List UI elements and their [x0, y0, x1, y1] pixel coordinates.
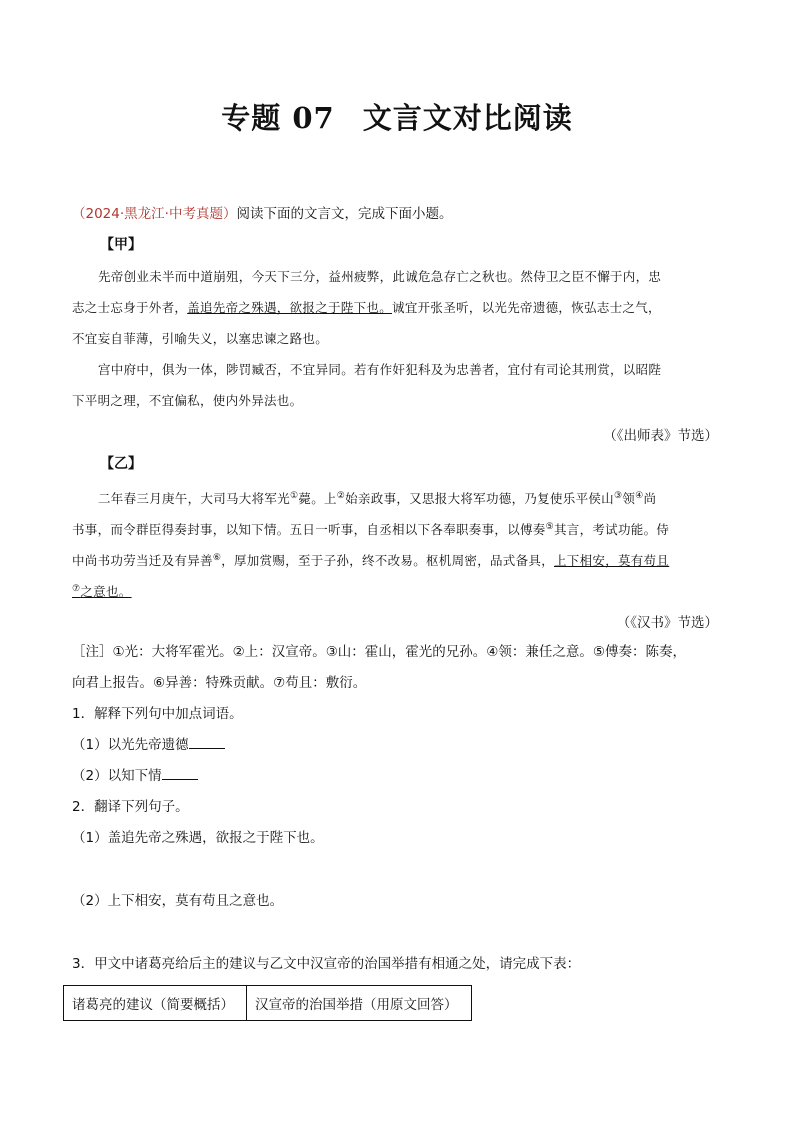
- question-1: 1．解释下列句中加点词语。: [72, 706, 243, 722]
- jia-paragraph1-line2: [72, 299, 696, 317]
- intro-line: [72, 205, 452, 223]
- note-marker: ⑤: [545, 522, 554, 532]
- jia-text: 志之士忘身于外者，: [72, 300, 188, 315]
- table-header-row: [64, 986, 472, 1021]
- yi-underlined-sentence: 上下相安，莫有苟且: [554, 553, 670, 569]
- yi-line3: [72, 549, 696, 570]
- question-text: （2）以知下情: [72, 768, 162, 784]
- note-marker: ③: [613, 491, 623, 501]
- jia-source: （《出师表》节选）: [603, 428, 718, 444]
- title-topic-number: 专题 07: [221, 101, 335, 135]
- note-marker: ①: [290, 491, 299, 501]
- yi-text: 薨。上: [298, 491, 337, 507]
- yi-text: 其言，考试功能。侍: [553, 522, 670, 538]
- question-3: 3．甲文中诸葛亮给后主的建议与乙文中汉宣帝的治国举措有相通之处，请完成下表：: [72, 956, 581, 972]
- jia-paragraph2-line2: 下平明之理，不宜偏私，使内外异法也。: [72, 393, 303, 408]
- yi-text: 书事，而令群臣得奏封事，以知下情。五日一听事，自丞相以下各奉职奏事，以傅奏: [72, 522, 546, 538]
- yi-line4: [72, 580, 696, 601]
- yi-text: 中尚书功劳当迁及有异善: [72, 553, 213, 569]
- notes-line1: ［注］①光：大将军霍光。②上：汉宣帝。③山：霍山，霍光的兄孙。④领：兼任之意。⑤傅奏：陈奏，: [72, 644, 687, 660]
- jia-paragraph2-line1: 宫中府中，俱为一体，陟罚臧否，不宜异同。若有作奸犯科及为忠善者，宜付有司论其刑赏，以昭陛: [98, 362, 662, 377]
- notes-line2: 向君上报告。⑥异善：特殊贡献。⑦苟且：敷衍。: [72, 675, 367, 691]
- yi-text: 领: [622, 491, 636, 507]
- table-header-xuandi: 汉宣帝的治国举措（用原文回答）: [247, 986, 472, 1021]
- title-topic-name: 文言文对比阅读: [362, 101, 573, 135]
- table-header-zhuge: 诸葛亮的建议（简要概括）: [64, 986, 247, 1021]
- question-text: （1）以光先帝遗德: [72, 737, 189, 753]
- answer-blank[interactable]: [162, 767, 198, 780]
- answer-blank[interactable]: [189, 736, 225, 749]
- question-1-2: [72, 767, 198, 785]
- yi-source: （《汉书》节选）: [616, 615, 718, 631]
- note-marker: ⑦: [72, 584, 81, 594]
- intro-text: 阅读下面的文言文，完成下面小题。: [236, 206, 453, 222]
- question-2: 2．翻译下列句子。: [72, 799, 189, 815]
- question-2-2: （2）上下相安，莫有苟且之意也。: [72, 893, 284, 909]
- jia-underlined-sentence: 盖追先帝之殊遇，欲报之于陛下也。: [187, 300, 393, 315]
- yi-text: 二年春三月庚午，大司马大将军光: [98, 491, 291, 507]
- yi-line1: [98, 487, 722, 508]
- note-marker: ⑥: [212, 553, 222, 563]
- answer-table: [63, 985, 472, 1021]
- page-title: [0, 96, 794, 137]
- yi-text: 之意也。: [80, 584, 132, 600]
- yi-label: 【乙】: [100, 456, 142, 472]
- yi-text: 尚: [643, 491, 657, 507]
- question-2-1: （1）盖追先帝之殊遇，欲报之于陛下也。: [72, 830, 324, 846]
- jia-text: 诚宜开张圣听，以光先帝遗德，恢弘志士之气，: [392, 300, 661, 315]
- jia-paragraph1-line3: 不宜妄自菲薄，引喻失义，以塞忠谏之路也。: [72, 331, 329, 346]
- yi-line2: [72, 518, 696, 539]
- source-tag: （2024·黑龙江·中考真题）: [72, 206, 237, 222]
- yi-text: ，厚加赏赐，至于子孙，终不改易。枢机周密，品式备具，: [221, 553, 554, 569]
- jia-label: 【甲】: [100, 237, 142, 253]
- question-1-1: [72, 736, 225, 754]
- jia-paragraph1-line1: 先帝创业未半而中道崩殂，今天下三分，益州疲弊，此诚危急存亡之秋也。然侍卫之臣不懈于内，忠: [98, 269, 662, 284]
- note-marker: ④: [635, 491, 644, 501]
- yi-underlined-sentence-end: [72, 584, 132, 599]
- yi-text: 始亲政事，又思报大将军功德，乃复使乐平侯山: [345, 491, 614, 507]
- note-marker: ②: [336, 491, 346, 501]
